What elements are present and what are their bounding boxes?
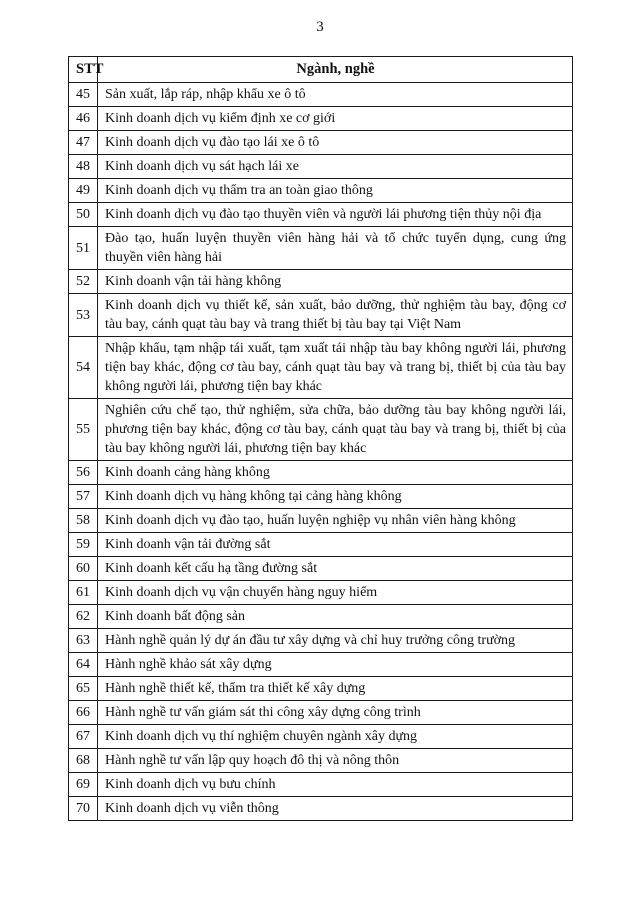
- nganh-nghe-cell: Kinh doanh dịch vụ đào tạo, huấn luyện nghiệp vụ nhân viên hàng không: [98, 509, 573, 533]
- table-row: [69, 227, 573, 270]
- table-row: [69, 399, 573, 461]
- table-row: [69, 797, 573, 821]
- nganh-nghe-cell: Kinh doanh dịch vụ viễn thông: [98, 797, 573, 821]
- table-row: [69, 155, 573, 179]
- table-row: [69, 653, 573, 677]
- nganh-nghe-cell: Nhập khẩu, tạm nhập tái xuất, tạm xuất tái nhập tàu bay không người lái, phương tiện bay khác, động cơ tàu bay, cánh quạt tàu bay và trang bị, thiết bị của tàu bay không người lái, phương tiện bay khác: [98, 337, 573, 399]
- nganh-nghe-cell: Kinh doanh dịch vụ thiết kế, sản xuất, bảo dưỡng, thử nghiệm tàu bay, động cơ tàu bay, cánh quạt tàu bay và trang thiết bị tàu bay tại Việt Nam: [98, 294, 573, 337]
- stt-cell: 58: [69, 509, 98, 533]
- stt-cell: 60: [69, 557, 98, 581]
- stt-cell: 69: [69, 773, 98, 797]
- nganh-nghe-header: Ngành, nghề: [98, 57, 573, 83]
- stt-cell: 63: [69, 629, 98, 653]
- stt-cell: 48: [69, 155, 98, 179]
- table-row: [69, 337, 573, 399]
- stt-cell: 67: [69, 725, 98, 749]
- table-row: [69, 701, 573, 725]
- stt-cell: 47: [69, 131, 98, 155]
- nganh-nghe-cell: Nghiên cứu chế tạo, thử nghiệm, sửa chữa, bảo dưỡng tàu bay không người lái, phương tiện bay khác, động cơ tàu bay, cánh quạt tàu bay và trang bị, thiết bị của tàu bay không người lái, phương tiện bay khác: [98, 399, 573, 461]
- nganh-nghe-cell: Hành nghề khảo sát xây dựng: [98, 653, 573, 677]
- table-row: [69, 725, 573, 749]
- nganh-nghe-cell: Kinh doanh dịch vụ đào tạo thuyền viên và người lái phương tiện thủy nội địa: [98, 203, 573, 227]
- table-row: [69, 107, 573, 131]
- nganh-nghe-cell: Kinh doanh bất động sản: [98, 605, 573, 629]
- table-row: [69, 83, 573, 107]
- nganh-nghe-cell: Hành nghề tư vấn lập quy hoạch đô thị và nông thôn: [98, 749, 573, 773]
- table-row: [69, 203, 573, 227]
- stt-cell: 53: [69, 294, 98, 337]
- table-row: [69, 773, 573, 797]
- stt-cell: 50: [69, 203, 98, 227]
- stt-header: STT: [69, 57, 98, 83]
- stt-cell: 45: [69, 83, 98, 107]
- table-row: [69, 629, 573, 653]
- nganh-nghe-cell: Kinh doanh dịch vụ đào tạo lái xe ô tô: [98, 131, 573, 155]
- table-row: [69, 294, 573, 337]
- stt-cell: 56: [69, 461, 98, 485]
- nganh-nghe-cell: Hành nghề tư vấn giám sát thi công xây dựng công trình: [98, 701, 573, 725]
- nganh-nghe-cell: Kinh doanh kết cấu hạ tầng đường sắt: [98, 557, 573, 581]
- nganh-nghe-cell: Kinh doanh dịch vụ thí nghiệm chuyên ngành xây dựng: [98, 725, 573, 749]
- table-header-row: [69, 57, 573, 83]
- page-number: 3: [316, 19, 324, 35]
- stt-cell: 61: [69, 581, 98, 605]
- table-row: [69, 581, 573, 605]
- table-row: [69, 605, 573, 629]
- stt-cell: 57: [69, 485, 98, 509]
- table-row: [69, 557, 573, 581]
- table-row: [69, 270, 573, 294]
- stt-cell: 62: [69, 605, 98, 629]
- stt-cell: 54: [69, 337, 98, 399]
- table-row: [69, 485, 573, 509]
- nganh-nghe-cell: Kinh doanh dịch vụ sát hạch lái xe: [98, 155, 573, 179]
- nganh-nghe-cell: Kinh doanh vận tải đường sắt: [98, 533, 573, 557]
- nganh-nghe-cell: Hành nghề thiết kế, thẩm tra thiết kế xây dựng: [98, 677, 573, 701]
- nganh-nghe-cell: Hành nghề quản lý dự án đầu tư xây dựng và chỉ huy trưởng công trường: [98, 629, 573, 653]
- stt-cell: 68: [69, 749, 98, 773]
- table-row: [69, 179, 573, 203]
- nganh-nghe-cell: Kinh doanh dịch vụ bưu chính: [98, 773, 573, 797]
- nganh-nghe-cell: Kinh doanh dịch vụ hàng không tại cảng hàng không: [98, 485, 573, 509]
- stt-cell: 64: [69, 653, 98, 677]
- nganh-nghe-cell: Kinh doanh dịch vụ thẩm tra an toàn giao thông: [98, 179, 573, 203]
- nganh-nghe-cell: Kinh doanh cảng hàng không: [98, 461, 573, 485]
- stt-cell: 49: [69, 179, 98, 203]
- table-row: [69, 461, 573, 485]
- stt-cell: 51: [69, 227, 98, 270]
- table-body: [69, 83, 573, 821]
- nganh-nghe-cell: Sản xuất, lắp ráp, nhập khẩu xe ô tô: [98, 83, 573, 107]
- stt-cell: 65: [69, 677, 98, 701]
- stt-cell: 55: [69, 399, 98, 461]
- table-row: [69, 509, 573, 533]
- nganh-nghe-cell: Kinh doanh dịch vụ kiểm định xe cơ giới: [98, 107, 573, 131]
- table-row: [69, 677, 573, 701]
- stt-cell: 46: [69, 107, 98, 131]
- nganh-nghe-cell: Đào tạo, huấn luyện thuyền viên hàng hải và tổ chức tuyển dụng, cung ứng thuyền viên hàng hải: [98, 227, 573, 270]
- table-row: [69, 533, 573, 557]
- stt-cell: 70: [69, 797, 98, 821]
- table-row: [69, 131, 573, 155]
- business-lines-table: [68, 56, 573, 821]
- nganh-nghe-cell: Kinh doanh vận tải hàng không: [98, 270, 573, 294]
- stt-cell: 66: [69, 701, 98, 725]
- nganh-nghe-cell: Kinh doanh dịch vụ vận chuyển hàng nguy hiểm: [98, 581, 573, 605]
- stt-cell: 59: [69, 533, 98, 557]
- table-row: [69, 749, 573, 773]
- stt-cell: 52: [69, 270, 98, 294]
